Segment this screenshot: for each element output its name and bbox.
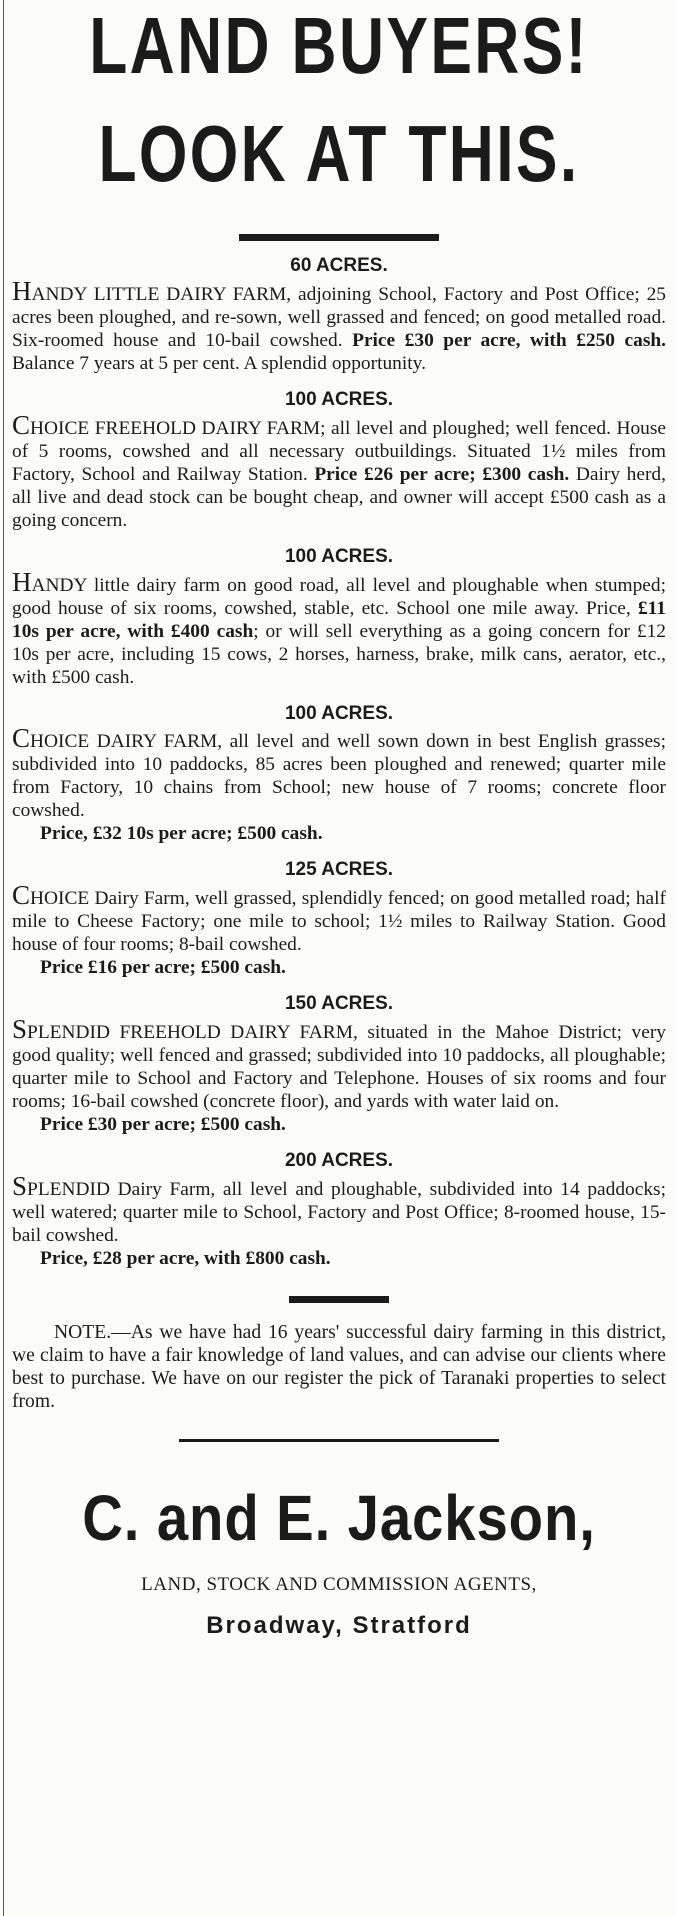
listing-text: PLENDID Dairy Farm, all level and ploughable, subdivided into 14 paddocks; well watered; quarter mile to School, Factory and Post Office; 8-roomed house, 15-bail cowshed. [12,1178,666,1246]
drop-letter: C [12,723,31,754]
listing-price: Price, £28 per acre, with £800 cash. [40,1247,331,1269]
divider-note [289,1296,389,1303]
listing-text: HOICE FREEHOLD DAIRY FARM; all level and ploughed; well fenced. House of 5 rooms, cowshed and all necessary outbuildings. Situated 1½ miles from Factory, School and Railway Station. [12,417,666,485]
listing-terms: Balance 7 years at 5 per cent. A splendid opportunity. [12,352,426,374]
listing-heading: 125 ACRES. [284,859,394,881]
headline-look-at-this: LOOK AT THIS. [98,109,580,198]
firm-address: Broadway, Stratford [206,1611,472,1639]
listing-description [12,723,666,822]
listing-price: £11 10s per acre, with £400 cash [12,597,666,642]
drop-letter: S [12,1170,28,1201]
listing-price: Price £16 per acre; £500 cash. [40,957,286,979]
drop-letter: H [12,566,32,597]
listing-200-acres [12,1150,666,1270]
listing-text: HOICE Dairy Farm, well grassed, splendidly fenced; on good metalled road; half mile to Cheese Factory; one mile to school; 1½ miles to Railway Station. Good house of four rooms; 8-bail cowshed. [12,888,666,956]
listing-text: PLENDID FREEHOLD DAIRY FARM, situated in the Mahoe District; very good quality; well fenced and grassed; subdivided into 10 paddocks, all ploughable; quarter mile to School and Factory and Telephone. Houses of six rooms and four rooms; 16-bail cowshed (concrete floor), and yards with water laid on. [12,1022,666,1113]
listing-125-acres [12,859,666,979]
listing-terms: Dairy herd, all live and dead stock can be bought cheap, and owner will accept £500 cash as a going concern. [12,463,666,531]
drop-letter: H [12,275,32,306]
listing-text: ANDY little dairy farm on good road, all level and ploughable when stumped; good house of six rooms, cowshed, stable, etc. School one mile away. Price, [12,574,666,619]
drop-letter: C [12,409,31,440]
drop-letter: C [12,880,31,911]
headline-land-buyers: LAND BUYERS! [89,1,589,90]
listing-60-acres [12,255,666,375]
listing-100-acres-freehold [12,389,666,532]
listing-100-acres-handy [12,546,666,689]
listing-heading: 100 ACRES. [284,702,394,724]
listing-description [12,1014,666,1113]
listing-150-acres [12,993,666,1136]
firm-description: LAND, STOCK AND COMMISSION AGENTS, [141,1573,537,1595]
column-rule [3,0,4,1916]
listing-100-acres-choice [12,703,666,846]
divider-bottom [179,1439,499,1442]
listing-terms: ; or will sell everything as a going concern for £12 10s per acre, including 15 cows, 2 horses, harness, brake, milk cans, aerator, etc., with £500 cash. [12,620,666,688]
listing-description [12,1170,666,1247]
listing-price: Price £30 per acre; £500 cash. [40,1114,286,1136]
listing-description [12,880,666,956]
firm-name: C. and E. Jackson, [82,1481,596,1554]
listing-heading: 200 ACRES. [284,1150,394,1172]
listing-heading: 60 ACRES. [290,255,388,276]
listing-description [12,275,666,375]
listing-description [12,409,666,532]
listing-price: Price £30 per acre, with £250 cash. [352,329,666,351]
listing-text: HOICE DAIRY FARM, all level and well sown down in best English grasses; subdivided into 10 paddocks, 85 acres been ploughed and renewed; quarter mile from Factory, 10 chains from School; new house of 7 rooms; concrete floor cowshed. [12,731,666,822]
note-paragraph: NOTE.—As we have had 16 years' successful dairy farming in this district, we claim to have a fair knowledge of land values, and can advise our clients where best to purchase. We have on our register the pick of Taranaki properties to select from. [12,1321,666,1412]
listing-description [12,566,666,689]
listing-price: Price, £32 10s per acre; £500 cash. [40,823,323,845]
listing-heading: 150 ACRES. [284,993,394,1015]
listing-price: Price £26 per acre; £300 cash. [314,463,570,485]
listing-text: ANDY LITTLE DAIRY FARM, adjoining School, Factory and Post Office; 25 acres been ploughed, and re-sown, well grassed and fenced; on good metalled road. Six-roomed house and 10-bail cowshed. [12,283,666,351]
drop-letter: S [12,1014,28,1045]
divider-top [239,234,439,241]
listing-heading: 100 ACRES. [284,388,394,410]
listing-heading: 100 ACRES. [284,545,394,567]
